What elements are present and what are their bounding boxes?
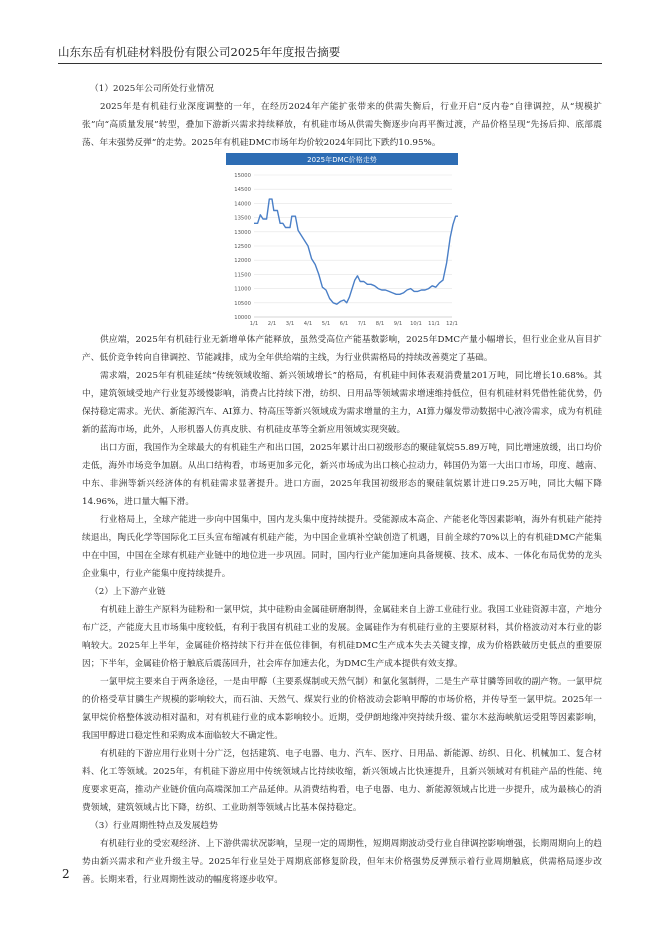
section-subheading: （1）2025年公司所处行业情况 (90, 84, 214, 94)
report-body (82, 80, 602, 889)
y-tick-label: 15000 (234, 173, 251, 179)
report-header: 山东东岳有机硅材料股份有限公司2025年年度报告摘要 (58, 45, 341, 59)
body-paragraph: 有机硅行业的受宏观经济、上下游供需状况影响，呈现一定的周期性，短期周期波动受行业自律调控影响增强，长期周期向上的趋势由新兴需求和产业升级主导。2025年行业呈处于周期底部修复阶段，但年末价格强势反弹预示着行业周期触底，供需格局逐步改善。长期来看，行业周期性波动的幅度将逐步收窄。 (82, 839, 602, 885)
body-paragraph: 需求端，2025年有机硅延续“传统领域收缩、新兴领域增长”的格局，有机硅中间体表观消费量201万吨，同比增长10.68%。其中，建筑领域受地产行业复苏缓慢影响，消费占比持续下滑，纺织、日用品等领域需求增速维持低位，但有机硅材料凭借性能优势，仍保持稳定需求。光伏、新能源汽车、AI算力、特高压等新兴领域成为需求增量的主力，AI算力爆发带动数据中心液冷需求，成为有机硅新的蓝海市场，此外，人形机器人仿真皮肤、有机硅皮革等全新应用领域实现突破。 (82, 371, 602, 435)
body-paragraph: 2025年是有机硅行业深度调整的一年，在经历2024年产能扩张带来的供需失衡后，行业开启“反内卷”自律调控，从“规模扩张”向“高质量发展”转型，叠加下游新兴需求持续释放，有机硅市场从供需失衡逐步向再平衡过渡，产品价格呈现“先扬后抑、底部震荡、年末强势反弹”的走势。2025年有机硅DMC市场年均价较2024年同比下跌约10.95%。 (82, 102, 602, 148)
section-subheading: （2）上下游产业链 (90, 587, 166, 597)
x-tick-label: 12/1 (446, 321, 458, 327)
body-paragraph: 供应端，2025年有机硅行业无新增单体产能释放，虽然受高位产能基数影响，2025年DMC产量小幅增长，但行业企业从盲目扩产、低价竞争转向自律调控、节能减排，成为全年供给端的主线，为行业供需格局的持续改善奠定了基础。 (82, 335, 602, 363)
section-before-chart (82, 80, 602, 152)
y-tick-label: 11000 (234, 286, 251, 293)
x-tick-label: 6/1 (339, 321, 349, 327)
x-tick-label: 11/1 (428, 321, 440, 327)
body-paragraph: 有机硅的下游应用行业则十分广泛，包括建筑、电子电器、电力、汽车、医疗、日用品、新能源、纺织、日化、机械加工、复合材料、化工等领域。2025年，有机硅下游应用中传统领域占比持续收缩，新兴领域占比快速提升，且新兴领域对有机硅产品的性能、纯度要求更高，推动产业链价值向高端深加工产品延伸。从消费结构看，电子电器、电力、新能源领域占比进一步提升，成为最核心的消费领域，建筑领域占比下降，纺织、工业助剂等领域占比基本保持稳定。 (82, 749, 602, 813)
section-after-chart (82, 331, 602, 889)
x-tick-label: 9/1 (393, 321, 403, 327)
dmc-price-chart (226, 153, 458, 329)
y-tick-label: 12000 (234, 258, 251, 265)
page-number: 2 (62, 867, 70, 881)
y-tick-label: 13000 (234, 229, 251, 236)
x-tick-label: 1/1 (249, 321, 259, 327)
y-tick-label: 12500 (234, 244, 251, 250)
y-tick-label: 14500 (234, 187, 251, 194)
x-tick-label: 5/1 (321, 321, 331, 327)
body-paragraph: 出口方面，我国作为全球最大的有机硅生产和出口国，2025年累计出口初级形态的聚硅氧烷55.89万吨，同比增速放缓，出口均价走低，海外市场竞争加剧。从出口结构看，市场更加多元化，新兴市场成为出口核心拉动力，韩国仍为第一大出口市场，印度、越南、中东、非洲等新兴经济体的有机硅需求显著提升。进口方面，2025年我国初级形态的聚硅氧烷累计进口9.25万吨，同比大幅下降14.96%，进口量大幅下滑。 (82, 443, 602, 507)
x-tick-label: 8/1 (375, 321, 385, 327)
body-paragraph: 行业格局上，全球产能进一步向中国集中，国内龙头集中度持续提升。受能源成本高企、产能老化等因素影响，海外有机硅产能持续退出，陶氏化学等国际化工巨头宣布缩减有机硅产能，为中国企业填补空缺创造了机遇，目前全球约70%以上的有机硅DMC产能集中在中国，中国在全球有机硅产业链中的地位进一步巩固。同时，国内行业产能加速向具备规模、技术、成本、一体化布局优势的龙头企业集中，行业产能集中度持续提升。 (82, 515, 602, 579)
y-tick-label: 10500 (234, 300, 251, 307)
header-divider (58, 63, 602, 64)
x-tick-label: 2/1 (267, 321, 277, 327)
chart-title: 2025年DMC价格走势 (307, 156, 377, 164)
x-tick-label: 4/1 (303, 321, 313, 327)
x-tick-label: 10/1 (410, 321, 422, 327)
y-tick-label: 14000 (234, 201, 251, 208)
body-paragraph: 一氯甲烷主要来自于两条途径，一是由甲醇（主要系煤制或天然气制）和氯化氢制得，二是生产草甘膦等回收的副产物。一氯甲烷的价格受草甘膦生产规模的影响较大，而石油、天然气、煤炭行业的价格波动会影响甲醇的市场价格，并传导至一氯甲烷。2025年一氯甲烷价格整体波动相对温和，对有机硅行业的成本影响较小。近期，受伊朗地缘冲突持续升级、霍尔木兹海峡航运受阻等因素影响，我国甲醇进口稳定性和采购成本面临较大不确定性。 (82, 677, 602, 741)
body-paragraph: 有机硅上游生产原料为硅粉和一氯甲烷，其中硅粉由金属硅研磨制得，金属硅来自上游工业硅行业。我国工业硅资源丰富，产地分布广泛，产能庞大且市场集中度较低，有利于我国有机硅工业的发展。金属硅作为有机硅行业的主要原材料，其价格波动对本行业的影响较大。2025年上半年，金属硅价格持续下行并在低位徘徊，有机硅DMC生产成本失去关键支撑，成为价格跌破历史低点的重要原因；下半年，金属硅价格于触底后震荡回升，社会库存加速去化，为DMC生产成本提供有效支撑。 (82, 605, 602, 669)
x-tick-label: 3/1 (285, 321, 295, 327)
section-subheading: （3）行业周期性特点及发展趋势 (90, 821, 218, 831)
y-tick-label: 10000 (234, 315, 251, 321)
dmc-price-chart-area (82, 153, 602, 329)
x-tick-label: 7/1 (357, 321, 367, 327)
y-tick-label: 13500 (234, 215, 251, 222)
y-tick-label: 11500 (234, 272, 251, 279)
